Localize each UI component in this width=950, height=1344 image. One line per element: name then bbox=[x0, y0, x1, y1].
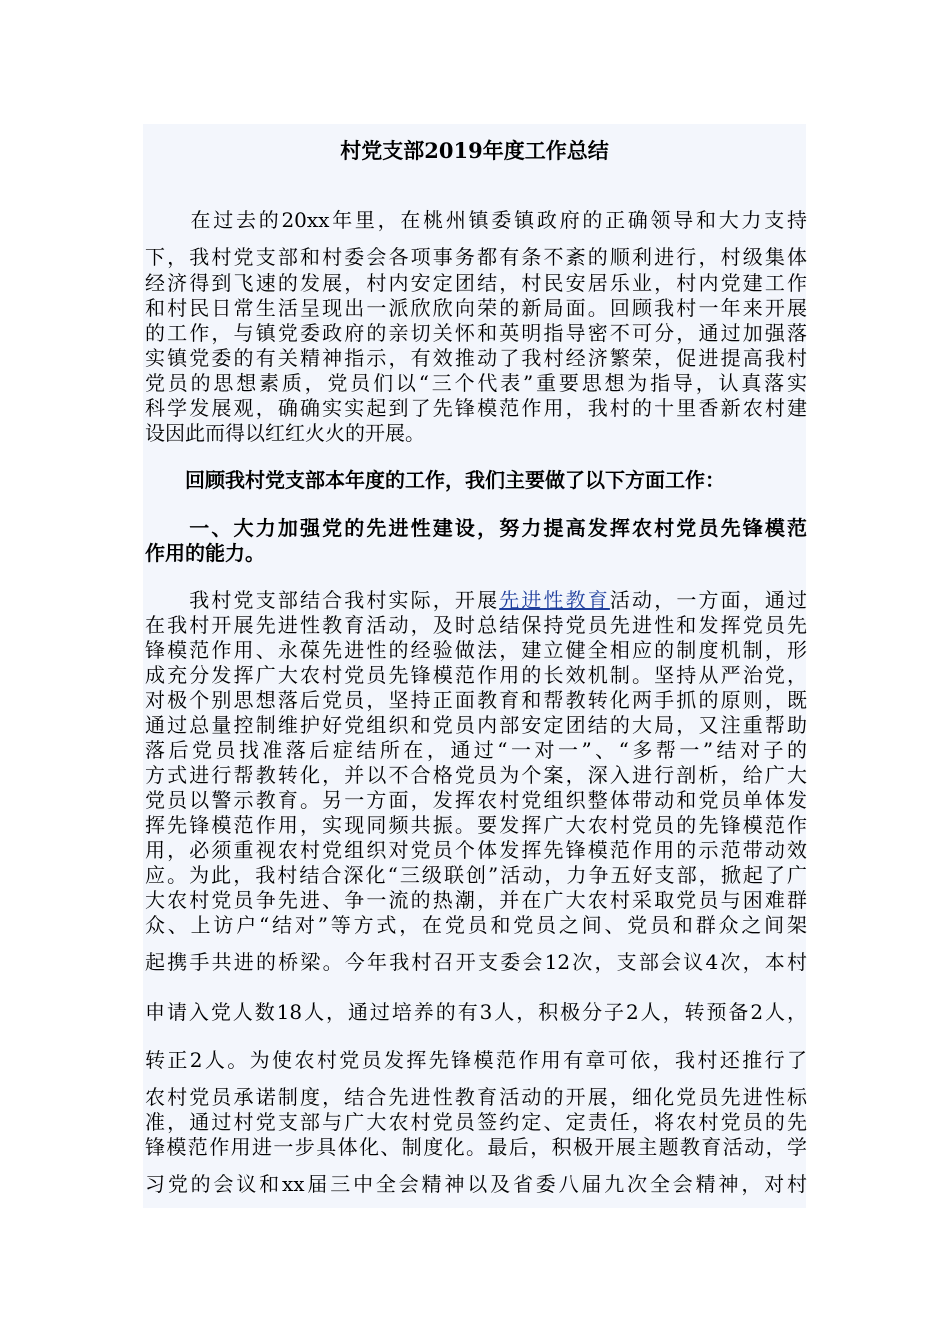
paragraph-line: 申请入党人数18人，通过培养的有3人，积极分子2人，转预备2人， bbox=[145, 1000, 807, 1024]
paragraph-line: 成充分发挥广大农村党员先锋模范作用的长效机制。坚持从严治党， bbox=[145, 663, 807, 687]
paragraph-line bbox=[145, 588, 807, 612]
paragraph-line: 经济得到飞速的发展，村内安定团结，村民安居乐业，村内党建工作 bbox=[145, 271, 807, 295]
paragraph-line: 党员以警示教育。另一方面，发挥农村党组织整体带动和党员单体发 bbox=[145, 788, 807, 812]
section-heading: 作用的能力。 bbox=[145, 541, 265, 565]
paragraph-line: 对极个别思想落后党员，坚持正面教育和帮教转化两手抓的原则，既 bbox=[145, 688, 807, 712]
paragraph-line: 在我村开展先进性教育活动，及时总结保持党员先进性和发挥党员先 bbox=[145, 613, 807, 637]
paragraph-line: 下，我村党支部和村委会各项事务都有条不紊的顺利进行，村级集体 bbox=[145, 245, 807, 269]
paragraph-line: 方式进行帮教转化，并以不合格党员为个案，深入进行剖析，给广大 bbox=[145, 763, 807, 787]
paragraph-line: 准，通过村党支部与广大农村党员签约定、定责任，将农村党员的先 bbox=[145, 1110, 807, 1134]
document-title: 村党支部2019年度工作总结 bbox=[340, 138, 609, 163]
paragraph-line: 实镇党委的有关精神指示，有效推动了我村经济繁荣，促进提高我村 bbox=[145, 346, 807, 370]
paragraph-line: 设因此而得以红红火火的开展。 bbox=[145, 421, 425, 445]
paragraph-line: 在过去的20xx年里，在桃州镇委镇政府的正确领导和大力支持 bbox=[145, 208, 807, 232]
paragraph-line: 转正2人。为使农村党员发挥先锋模范作用有章可依，我村还推行了 bbox=[145, 1048, 807, 1072]
paragraph-line: 应。为此，我村结合深化“三级联创”活动，力争五好支部，掀起了广 bbox=[145, 863, 807, 887]
advanced-education-link[interactable]: 先进性教育 bbox=[499, 588, 610, 612]
paragraph-line: 锋模范作用、永葆先进性的经验做法，建立健全相应的制度机制，形 bbox=[145, 638, 807, 662]
paragraph-line: 挥先锋模范作用，实现同频共振。要发挥广大农村党员的先锋模范作 bbox=[145, 813, 807, 837]
section-heading: 一、大力加强党的先进性建设，努力提高发挥农村党员先锋模范 bbox=[145, 516, 807, 540]
paragraph-line: 起携手共进的桥梁。今年我村召开支委会12次，支部会议4次，本村 bbox=[145, 950, 807, 974]
paragraph-line: 大农村党员争先进、争一流的热潮，并在广大农村采取党员与困难群 bbox=[145, 888, 807, 912]
paragraph-line: 落后党员找准落后症结所在，通过“一对一”、“多帮一”结对子的 bbox=[145, 738, 807, 762]
paragraph-text: 我村党支部结合我村实际，开展 bbox=[145, 588, 500, 612]
paragraph-line: 习党的会议和xx届三中全会精神以及省委八届九次全会精神，对村 bbox=[145, 1172, 807, 1196]
paragraph-line: 用，必须重视农村党组织对党员个体发挥先锋模范作用的示范带动效 bbox=[145, 838, 807, 862]
paragraph-line: 通过总量控制维护好党组织和党员内部安定团结的大局，又注重帮助 bbox=[145, 713, 807, 737]
section-intro: 回顾我村党支部本年度的工作，我们主要做了以下方面工作： bbox=[145, 468, 725, 492]
paragraph-line: 和村民日常生活呈现出一派欣欣向荣的新局面。回顾我村一年来开展 bbox=[145, 296, 807, 320]
paragraph-line: 党员的思想素质，党员们以“三个代表”重要思想为指导，认真落实 bbox=[145, 371, 807, 395]
paragraph-text: 活动，一方面，通过 bbox=[609, 588, 807, 612]
paragraph-line: 众、上访户“结对”等方式，在党员和党员之间、党员和群众之间架 bbox=[145, 913, 807, 937]
paragraph-line: 科学发展观，确确实实起到了先锋模范作用，我村的十里香新农村建 bbox=[145, 396, 807, 420]
paragraph-line: 农村党员承诺制度，结合先进性教育活动的开展，细化党员先进性标 bbox=[145, 1085, 807, 1109]
paragraph-line: 的工作，与镇党委政府的亲切关怀和英明指导密不可分，通过加强落 bbox=[145, 321, 807, 345]
paragraph-line: 锋模范作用进一步具体化、制度化。最后，积极开展主题教育活动，学 bbox=[145, 1135, 807, 1159]
